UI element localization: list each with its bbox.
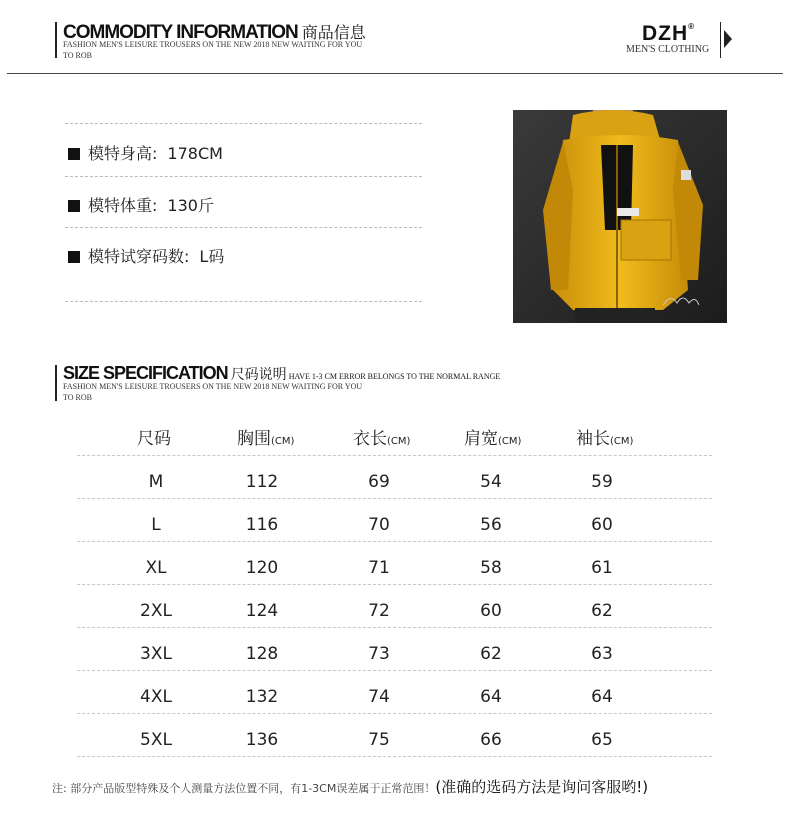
size-title-cn: 尺码说明 [230,366,287,382]
brand-registered-mark: ® [688,22,696,31]
table-cell-shoulder: 60 [480,601,502,621]
table-cell-size: 3XL [140,644,172,664]
col-header-unit: (CM) [610,436,634,447]
info-value: 130斤 [167,196,214,215]
col-header-unit: (CM) [498,436,522,447]
model-photo-icon [513,110,727,323]
square-bullet-icon [68,251,80,263]
table-cell-length: 72 [368,601,390,621]
info-divider [65,123,422,124]
table-cell-length: 70 [368,515,390,535]
table-cell-chest: 128 [245,644,279,664]
arrow-right-icon [724,30,732,48]
table-cell-size: 5XL [140,730,172,750]
section-title-en: COMMODITY INFORMATION [63,22,298,43]
table-cell-sleeve: 62 [591,601,613,621]
table-cell-length: 75 [368,730,390,750]
info-row-height [68,141,223,164]
table-row-divider [77,498,712,499]
table-cell-sleeve: 65 [591,730,613,750]
table-cell-chest: 116 [245,515,279,535]
col-header-chest [237,424,294,449]
info-value: L码 [199,247,225,266]
table-cell-sleeve: 59 [591,472,613,492]
section-title-cn: 商品信息 [301,25,366,42]
size-subtitle: FASHION MEN'S LEISURE TROUSERS ON THE NEW 2018 NEW WAITING FOR YOU TO ROB [63,382,363,402]
info-row-weight [68,193,214,216]
table-cell-sleeve: 64 [591,687,613,707]
table-row-divider [77,670,712,671]
table-cell-size: M [148,472,164,492]
table-cell-chest: 112 [245,472,279,492]
table-cell-shoulder: 54 [480,472,502,492]
table-cell-size: L [151,515,161,535]
col-header-unit: (CM) [271,436,295,447]
info-label: 模特试穿码数: [88,247,190,266]
table-row-divider [77,756,712,757]
brand-logo [642,22,695,46]
table-cell-sleeve: 60 [591,515,613,535]
table-cell-sleeve: 63 [591,644,613,664]
size-footnote [52,776,648,797]
table-cell-length: 69 [368,472,390,492]
size-accent-bar [55,365,57,401]
table-cell-length: 74 [368,687,390,707]
table-cell-size: 2XL [140,601,172,621]
model-photo [513,110,727,323]
col-header-size [137,424,171,449]
header-accent-bar [55,22,57,58]
info-row-size [68,244,224,267]
col-header-sleeve [576,424,633,449]
section-subtitle: FASHION MEN'S LEISURE TROUSERS ON THE NEW 2018 NEW WAITING FOR YOU TO ROB [63,40,363,60]
info-label: 模特体重: [88,196,158,215]
brand-tagline: MEN'S CLOTHING [626,44,710,55]
info-label: 模特身高: [88,144,158,163]
table-row-divider [77,627,712,628]
size-note: HAVE 1-3 CM ERROR BELONGS TO THE NORMAL RANGE [288,372,501,381]
col-header-length [353,424,410,449]
table-cell-sleeve: 61 [591,558,613,578]
col-header-label: 袖长 [576,429,610,449]
col-header-shoulder [464,424,521,449]
square-bullet-icon [68,148,80,160]
footnote-emphasis: (准确的选码方法是询问客服哟!) [435,778,649,796]
col-header-label: 衣长 [353,429,387,449]
table-cell-size: XL [145,558,167,578]
col-header-label: 尺码 [137,429,171,449]
table-cell-chest: 120 [245,558,279,578]
header-divider [7,73,783,74]
table-cell-shoulder: 58 [480,558,502,578]
info-divider [65,301,422,302]
info-value: 178CM [167,144,223,163]
footnote-text: 注: 部分产品版型特殊及个人测量方法位置不同，有1-3CM误差属于正常范围！ [52,782,436,795]
table-cell-shoulder: 56 [480,515,502,535]
table-cell-length: 71 [368,558,390,578]
col-header-label: 肩宽 [464,429,498,449]
table-row-divider [77,541,712,542]
table-cell-size: 4XL [140,687,172,707]
size-title-en: SIZE SPECIFICATION [63,363,228,383]
table-cell-chest: 124 [245,601,279,621]
info-divider [65,227,422,228]
col-header-unit: (CM) [387,436,411,447]
brand-name: DZH [642,22,689,45]
table-cell-length: 73 [368,644,390,664]
table-row-divider [77,713,712,714]
table-cell-shoulder: 66 [480,730,502,750]
brand-divider [720,22,721,58]
col-header-label: 胸围 [237,429,271,449]
table-cell-shoulder: 62 [480,644,502,664]
table-row-divider [77,455,712,456]
table-cell-chest: 132 [245,687,279,707]
table-cell-shoulder: 64 [480,687,502,707]
table-row-divider [77,584,712,585]
table-cell-chest: 136 [245,730,279,750]
info-divider [65,176,422,177]
square-bullet-icon [68,200,80,212]
